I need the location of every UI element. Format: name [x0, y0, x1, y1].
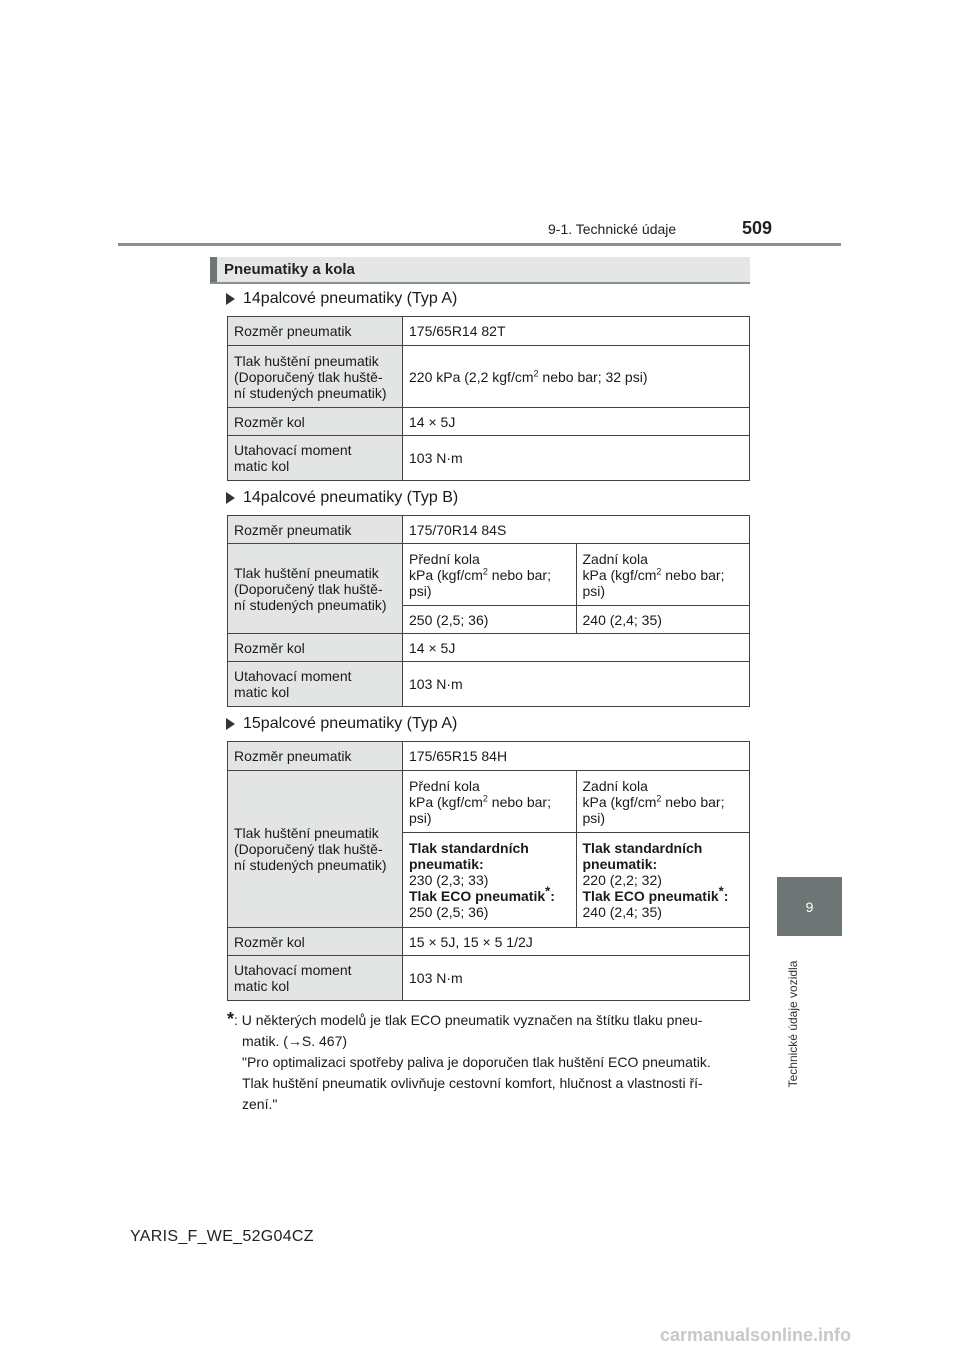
watermark: carmanualsonline.info — [660, 1325, 852, 1345]
subheading-14b — [226, 489, 458, 507]
table-row — [228, 956, 750, 1001]
section-title: 9-1. Technické údaje — [548, 221, 677, 237]
table-value: 103 N·m — [403, 436, 750, 481]
footnote-marker: * — [227, 1009, 235, 1029]
table-row — [228, 317, 750, 346]
subheading-text: 14palcové pneumatiky (Typ B) — [243, 489, 459, 506]
table-value: 175/65R15 84H — [403, 742, 750, 771]
spec-table-14b — [227, 515, 750, 707]
page-number: 509 — [742, 218, 773, 238]
table-value: Tlak standardních pneumatik: 220 (2,2; 32) Tlak ECO pneumatik*: 240 (2,4; 35) — [576, 833, 750, 928]
table-value: 175/70R14 84S — [403, 516, 750, 544]
table-value: 14 × 5J — [403, 634, 750, 662]
section-heading — [210, 257, 750, 284]
table-label: Rozměr kol — [228, 928, 403, 956]
table-row — [228, 408, 750, 436]
table-row — [228, 662, 750, 707]
table-value: 103 N·m — [403, 956, 750, 1001]
table-label: Tlak huštění pneumatik (Doporučený tlak huště- ní studených pneumatik) — [228, 346, 403, 408]
table-value: 103 N·m — [403, 662, 750, 707]
subheading-14a — [226, 290, 457, 308]
table-value: 175/65R14 82T — [403, 317, 750, 346]
footnote: *: U některých modelů je tlak ECO pneumatik vyznačen na štítku tlaku pneu- matik. (→S. 467) "Pro optimalizaci spotřeby paliva je doporučen tlak huštění ECO pneumatik. Tlak huštění pneumatik ovlivňuje cestovní komfort, hlučnost a vlastnosti ří- zení." — [227, 1009, 711, 1112]
table-value: Tlak standardních pneumatik: 230 (2,3; 33) Tlak ECO pneumatik*: 250 (2,5; 36) — [403, 833, 577, 928]
table-row — [228, 516, 750, 544]
table-col-head: Zadní kola kPa ($kgf/cm^2$ nebo bar; psi) — [576, 544, 750, 606]
table-label: Rozměr pneumatik — [228, 317, 403, 346]
table-label: Tlak huštění pneumatik (Doporučený tlak huště- ní studených pneumatik) — [228, 544, 403, 634]
spec-table-15a — [227, 741, 750, 1001]
table-label: Utahovací moment matic kol — [228, 662, 403, 707]
triangle-bullet-icon — [226, 718, 235, 730]
table-label: Rozměr pneumatik — [228, 742, 403, 771]
table-col-head: Zadní kola kPa ($kgf/cm^2$ nebo bar; psi) — [576, 771, 750, 833]
table-col-head: Přední kola kPa ($kgf/cm^2$ nebo bar; psi) — [403, 771, 577, 833]
subheading-15a — [226, 715, 457, 733]
table-row — [228, 436, 750, 481]
document-id: YARIS_F_WE_52G04CZ — [130, 1228, 314, 1245]
table-value: 15 × 5J, 15 × 5 1/2J — [403, 928, 750, 956]
table-label: Utahovací moment matic kol — [228, 436, 403, 481]
table-value: 240 (2,4; 35) — [576, 606, 750, 634]
triangle-bullet-icon — [226, 293, 235, 305]
table-row — [228, 346, 750, 408]
section-marker — [210, 257, 217, 282]
subheading-text: 14palcové pneumatiky (Typ A) — [243, 290, 458, 307]
triangle-bullet-icon — [226, 492, 235, 504]
table-value: 220 kPa (2,2 kgf/$cm^2$ nebo bar; 32 psi) — [403, 346, 750, 408]
table-col-head: Přední kola kPa ($kgf/cm^2$ nebo bar; psi) — [403, 544, 577, 606]
table-label: Rozměr pneumatik — [228, 516, 403, 544]
chapter-label — [786, 944, 806, 1104]
table-row — [228, 544, 750, 606]
table-row — [228, 634, 750, 662]
table-label: Tlak huštění pneumatik (Doporučený tlak huště- ní studených pneumatik) — [228, 771, 403, 928]
table-label: Rozměr kol — [228, 634, 403, 662]
table-row — [228, 742, 750, 771]
table-value: 250 (2,5; 36) — [403, 606, 577, 634]
subheading-text: 15palcové pneumatiky (Typ A) — [243, 715, 458, 732]
spec-table-14a — [227, 316, 750, 481]
chapter-tab: 9 — [777, 877, 842, 936]
header-rule — [118, 243, 841, 246]
section-heading-text: Pneumatiky a kola — [224, 261, 355, 278]
chapter-label-text: Technické údaje vozidla — [786, 960, 800, 1088]
table-row — [228, 928, 750, 956]
table-label: Utahovací moment matic kol — [228, 956, 403, 1001]
table-label: Rozměr kol — [228, 408, 403, 436]
table-value: 14 × 5J — [403, 408, 750, 436]
table-row — [228, 771, 750, 833]
